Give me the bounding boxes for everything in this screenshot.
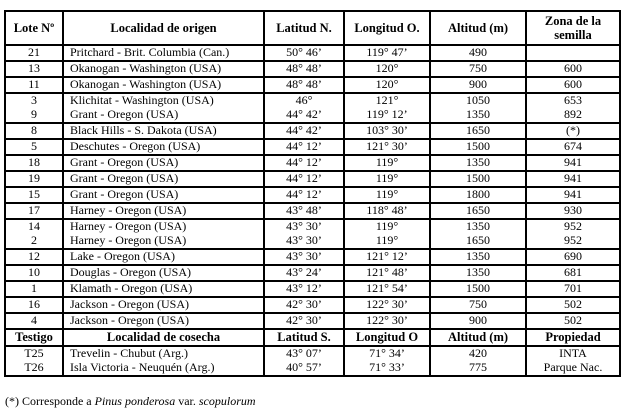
latitud-cell: 44° 12’ xyxy=(264,187,344,203)
provenance-table-wrapper xyxy=(4,10,621,377)
table-row xyxy=(5,203,620,219)
footnote xyxy=(5,394,256,409)
header-altitud: Altitud (m) xyxy=(430,11,526,45)
longitud-cell: 121° 54’ xyxy=(344,281,430,297)
longitud-cell: 103° 30’ xyxy=(344,123,430,139)
table-row xyxy=(5,77,620,93)
localidad-cell: Okanogan - Washington (USA) xyxy=(63,77,264,93)
latitud-cell: 44° 12’ xyxy=(264,139,344,155)
localidad-cell: Grant - Oregon (USA) xyxy=(63,108,264,123)
localidad-cell: Okanogan - Washington (USA) xyxy=(63,61,264,77)
latitud-cell: 44° 12’ xyxy=(264,171,344,187)
latitud-cell: 44° 12’ xyxy=(264,155,344,171)
latitud-cell: 43° 30’ xyxy=(264,219,344,234)
lote-cell: 15 xyxy=(5,187,63,203)
zona-cell: 941 xyxy=(526,155,620,171)
table-row xyxy=(5,234,620,249)
testigo-cell: T25 xyxy=(5,346,63,361)
table-row xyxy=(5,61,620,77)
table-row xyxy=(5,108,620,123)
zona-cell: 690 xyxy=(526,249,620,265)
lote-cell: 12 xyxy=(5,249,63,265)
localidad-cell: Trevelin - Chubut (Arg.) xyxy=(63,346,264,361)
origin-rows-body xyxy=(5,45,620,329)
lote-cell: 21 xyxy=(5,45,63,61)
altitud-cell: 1500 xyxy=(430,139,526,155)
zona-cell: 600 xyxy=(526,77,620,93)
longitud-cell: 71° 33’ xyxy=(344,361,430,376)
latitud-cell: 43° 48’ xyxy=(264,203,344,219)
header-testigo: Testigo xyxy=(5,329,63,346)
testigo-rows-body xyxy=(5,346,620,376)
header-latitud-s: Latitud S. xyxy=(264,329,344,346)
origin-header-row xyxy=(5,11,620,45)
table-row xyxy=(5,313,620,329)
localidad-cell: Lake - Oregon (USA) xyxy=(63,249,264,265)
latitud-cell: 43° 07’ xyxy=(264,346,344,361)
localidad-cell: Douglas - Oregon (USA) xyxy=(63,265,264,281)
localidad-cell: Klichitat - Washington (USA) xyxy=(63,93,264,108)
header-zona-semilla: Zona de la semilla xyxy=(526,11,620,45)
localidad-cell: Harney - Oregon (USA) xyxy=(63,219,264,234)
provenance-table xyxy=(4,10,621,377)
longitud-cell: 121° 12’ xyxy=(344,249,430,265)
table-row xyxy=(5,123,620,139)
altitud-cell: 1350 xyxy=(430,265,526,281)
table-row xyxy=(5,346,620,361)
localidad-cell: Isla Victoria - Neuquén (Arg.) xyxy=(63,361,264,376)
lote-cell: 11 xyxy=(5,77,63,93)
localidad-cell: Jackson - Oregon (USA) xyxy=(63,297,264,313)
altitud-cell: 1650 xyxy=(430,203,526,219)
localidad-cell: Klamath - Oregon (USA) xyxy=(63,281,264,297)
latitud-cell: 44° 42’ xyxy=(264,108,344,123)
table-row xyxy=(5,155,620,171)
zona-cell: 941 xyxy=(526,171,620,187)
table-row xyxy=(5,281,620,297)
zona-cell: 892 xyxy=(526,108,620,123)
lote-cell: 3 xyxy=(5,93,63,108)
latitud-cell: 43° 24’ xyxy=(264,265,344,281)
latitud-cell: 42° 30’ xyxy=(264,297,344,313)
table-row xyxy=(5,93,620,108)
lote-cell: 17 xyxy=(5,203,63,219)
zona-cell: 952 xyxy=(526,219,620,234)
localidad-cell: Grant - Oregon (USA) xyxy=(63,155,264,171)
altitud-cell: 1350 xyxy=(430,155,526,171)
zona-cell xyxy=(526,45,620,61)
altitud-cell: 1050 xyxy=(430,93,526,108)
altitud-cell: 900 xyxy=(430,77,526,93)
zona-cell: 681 xyxy=(526,265,620,281)
longitud-cell: 71° 34’ xyxy=(344,346,430,361)
altitud-cell: 1650 xyxy=(430,234,526,249)
localidad-cell: Harney - Oregon (USA) xyxy=(63,203,264,219)
table-row xyxy=(5,187,620,203)
latitud-cell: 40° 57’ xyxy=(264,361,344,376)
zona-cell: 502 xyxy=(526,297,620,313)
latitud-cell: 46° xyxy=(264,93,344,108)
altitud-cell: 1350 xyxy=(430,108,526,123)
zona-cell: 930 xyxy=(526,203,620,219)
lote-cell: 2 xyxy=(5,234,63,249)
latitud-cell: 48° 48’ xyxy=(264,61,344,77)
lote-cell: 9 xyxy=(5,108,63,123)
testigo-header-row xyxy=(5,329,620,346)
altitud-cell: 775 xyxy=(430,361,526,376)
longitud-cell: 119° xyxy=(344,219,430,234)
lote-cell: 19 xyxy=(5,171,63,187)
table-row xyxy=(5,297,620,313)
lote-cell: 4 xyxy=(5,313,63,329)
lote-cell: 10 xyxy=(5,265,63,281)
longitud-cell: 122° 30’ xyxy=(344,313,430,329)
longitud-cell: 119° xyxy=(344,171,430,187)
lote-cell: 5 xyxy=(5,139,63,155)
localidad-cell: Grant - Oregon (USA) xyxy=(63,171,264,187)
latitud-cell: 43° 30’ xyxy=(264,249,344,265)
latitud-cell: 43° 12’ xyxy=(264,281,344,297)
latitud-cell: 42° 30’ xyxy=(264,313,344,329)
longitud-cell: 121° 48’ xyxy=(344,265,430,281)
altitud-cell: 490 xyxy=(430,45,526,61)
localidad-cell: Black Hills - S. Dakota (USA) xyxy=(63,123,264,139)
longitud-cell: 119° xyxy=(344,155,430,171)
altitud-cell: 1500 xyxy=(430,171,526,187)
altitud-cell: 750 xyxy=(430,297,526,313)
table-row xyxy=(5,249,620,265)
zona-cell: 701 xyxy=(526,281,620,297)
localidad-cell: Harney - Oregon (USA) xyxy=(63,234,264,249)
table-row xyxy=(5,265,620,281)
localidad-cell: Deschutes - Oregon (USA) xyxy=(63,139,264,155)
lote-cell: 18 xyxy=(5,155,63,171)
latitud-cell: 43° 30’ xyxy=(264,234,344,249)
zona-cell: 502 xyxy=(526,313,620,329)
longitud-cell: 119° 47’ xyxy=(344,45,430,61)
longitud-cell: 121° 30’ xyxy=(344,139,430,155)
latitud-cell: 50° 46’ xyxy=(264,45,344,61)
longitud-cell: 119° 12’ xyxy=(344,108,430,123)
table-row xyxy=(5,361,620,376)
zona-cell: 674 xyxy=(526,139,620,155)
zona-cell: 600 xyxy=(526,61,620,77)
zona-cell: 653 xyxy=(526,93,620,108)
header-latitud-n: Latitud N. xyxy=(264,11,344,45)
zona-cell: (*) xyxy=(526,123,620,139)
table-row xyxy=(5,219,620,234)
header-localidad-cosecha: Localidad de cosecha xyxy=(63,329,264,346)
lote-cell: 1 xyxy=(5,281,63,297)
altitud-cell: 750 xyxy=(430,61,526,77)
testigo-cell: T26 xyxy=(5,361,63,376)
header-altitud-2: Altitud (m) xyxy=(430,329,526,346)
latitud-cell: 44° 42’ xyxy=(264,123,344,139)
zona-cell: 952 xyxy=(526,234,620,249)
lote-cell: 8 xyxy=(5,123,63,139)
altitud-cell: 1350 xyxy=(430,249,526,265)
longitud-cell: 121° xyxy=(344,93,430,108)
footnote-variety: scopulorum xyxy=(198,394,256,408)
altitud-cell: 1650 xyxy=(430,123,526,139)
longitud-cell: 118° 48’ xyxy=(344,203,430,219)
table-row xyxy=(5,139,620,155)
lote-cell: 16 xyxy=(5,297,63,313)
longitud-cell: 120° xyxy=(344,61,430,77)
footnote-species: Pinus ponderosa xyxy=(94,394,176,408)
longitud-cell: 119° xyxy=(344,187,430,203)
header-longitud-o: Longitud O. xyxy=(344,11,430,45)
lote-cell: 14 xyxy=(5,219,63,234)
header-lote: Lote Nº xyxy=(5,11,63,45)
table-row xyxy=(5,45,620,61)
footnote-prefix: (*) Corresponde a xyxy=(5,394,95,408)
latitud-cell: 48° 48’ xyxy=(264,77,344,93)
longitud-cell: 120° xyxy=(344,77,430,93)
footnote-middle: var. xyxy=(175,394,199,408)
header-propiedad: Propiedad xyxy=(526,329,620,346)
propiedad-cell: INTA xyxy=(526,346,620,361)
localidad-cell: Grant - Oregon (USA) xyxy=(63,187,264,203)
table-row xyxy=(5,171,620,187)
zona-cell: 941 xyxy=(526,187,620,203)
lote-cell: 13 xyxy=(5,61,63,77)
altitud-cell: 1800 xyxy=(430,187,526,203)
altitud-cell: 420 xyxy=(430,346,526,361)
header-longitud-o-2: Longitud O xyxy=(344,329,430,346)
altitud-cell: 1500 xyxy=(430,281,526,297)
altitud-cell: 1350 xyxy=(430,219,526,234)
localidad-cell: Jackson - Oregon (USA) xyxy=(63,313,264,329)
altitud-cell: 900 xyxy=(430,313,526,329)
longitud-cell: 119° xyxy=(344,234,430,249)
localidad-cell: Pritchard - Brit. Columbia (Can.) xyxy=(63,45,264,61)
longitud-cell: 122° 30’ xyxy=(344,297,430,313)
propiedad-cell: Parque Nac. xyxy=(526,361,620,376)
header-localidad-origen: Localidad de origen xyxy=(63,11,264,45)
